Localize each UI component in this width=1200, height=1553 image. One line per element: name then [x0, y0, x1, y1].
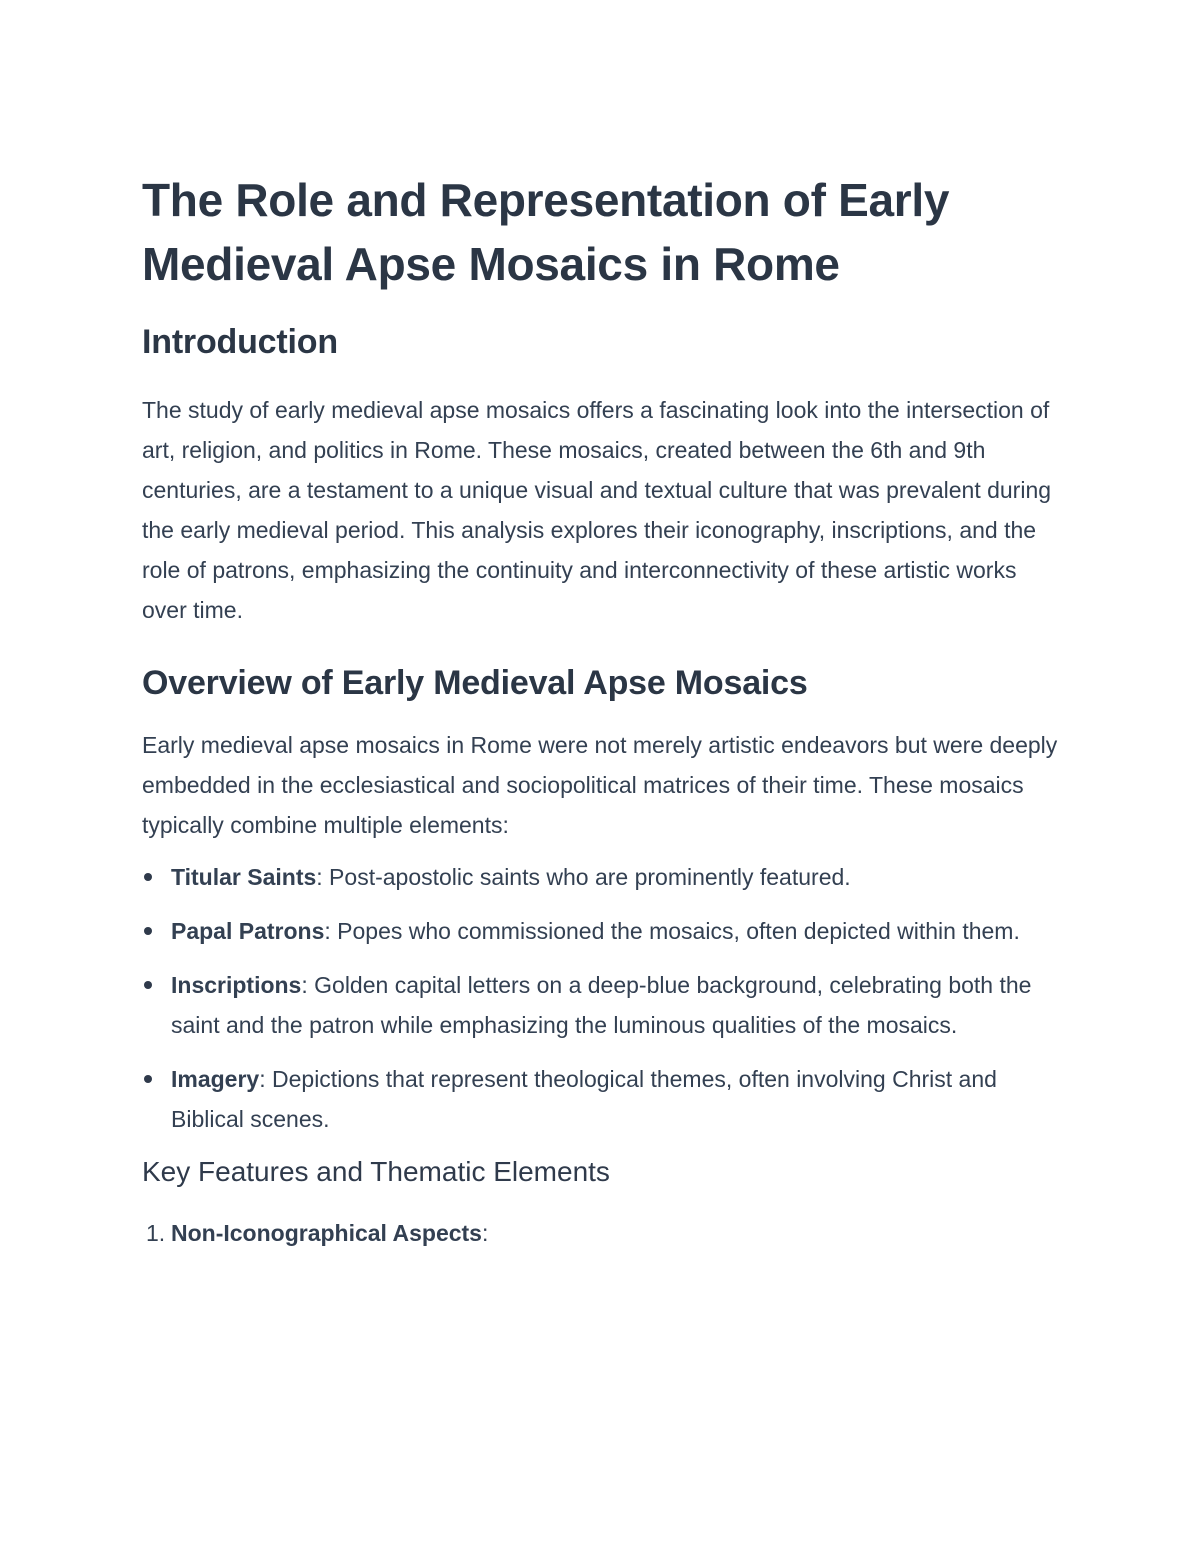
list-item-text: : Depictions that represent theological themes, often involving Christ and Biblical scenes.: [171, 1066, 997, 1132]
list-item-term: Papal Patrons: [171, 918, 325, 944]
list-item: [142, 857, 1060, 897]
overview-heading: Overview of Early Medieval Apse Mosaics: [142, 664, 808, 702]
numbered-list-item: [142, 1213, 1060, 1253]
list-item-text: : Popes who commissioned the mosaics, often depicted within them.: [324, 918, 1020, 944]
list-item-text: :: [481, 1220, 489, 1246]
list-item: [142, 1059, 1060, 1139]
list-item-number: 1.: [146, 1220, 166, 1246]
list-item: [142, 965, 1060, 1045]
overview-paragraph: Early medieval apse mosaics in Rome were not merely artistic endeavors but were deeply embedded in the ecclesiastical and sociopolitical matrices of their time. These mosaics typically combine multiple elements:: [142, 732, 1058, 838]
introduction-paragraph: The study of early medieval apse mosaics offers a fascinating look into the intersection of art, religion, and politics in Rome. These mosaics, created between the 6th and 9th centuries, are a testament to a unique visual and textual culture that was prevalent during the early medieval period. This analysis explores their iconography, inscriptions, and the role of patrons, emphasizing the continuity and interconnectivity of these artistic works over time.: [142, 397, 1052, 623]
key-features-heading: Key Features and Thematic Elements: [142, 1156, 610, 1187]
list-item: [142, 911, 1060, 951]
list-item-term: Non-Iconographical Aspects: [171, 1220, 482, 1246]
overview-element-list: [142, 857, 1060, 1139]
list-item-term: Titular Saints: [171, 864, 317, 890]
list-item-term: Inscriptions: [171, 972, 302, 998]
list-item-text: : Post-apostolic saints who are prominently featured.: [316, 864, 851, 890]
list-item-text: : Golden capital letters on a deep-blue background, celebrating both the saint and the patron while emphasizing the luminous qualities of the mosaics.: [171, 972, 1032, 1038]
introduction-heading: Introduction: [142, 323, 338, 361]
document-title: The Role and Representation of Early Medieval Apse Mosaics in Rome: [142, 174, 950, 290]
key-features-list: [142, 1213, 1060, 1253]
list-item-term: Imagery: [171, 1066, 260, 1092]
